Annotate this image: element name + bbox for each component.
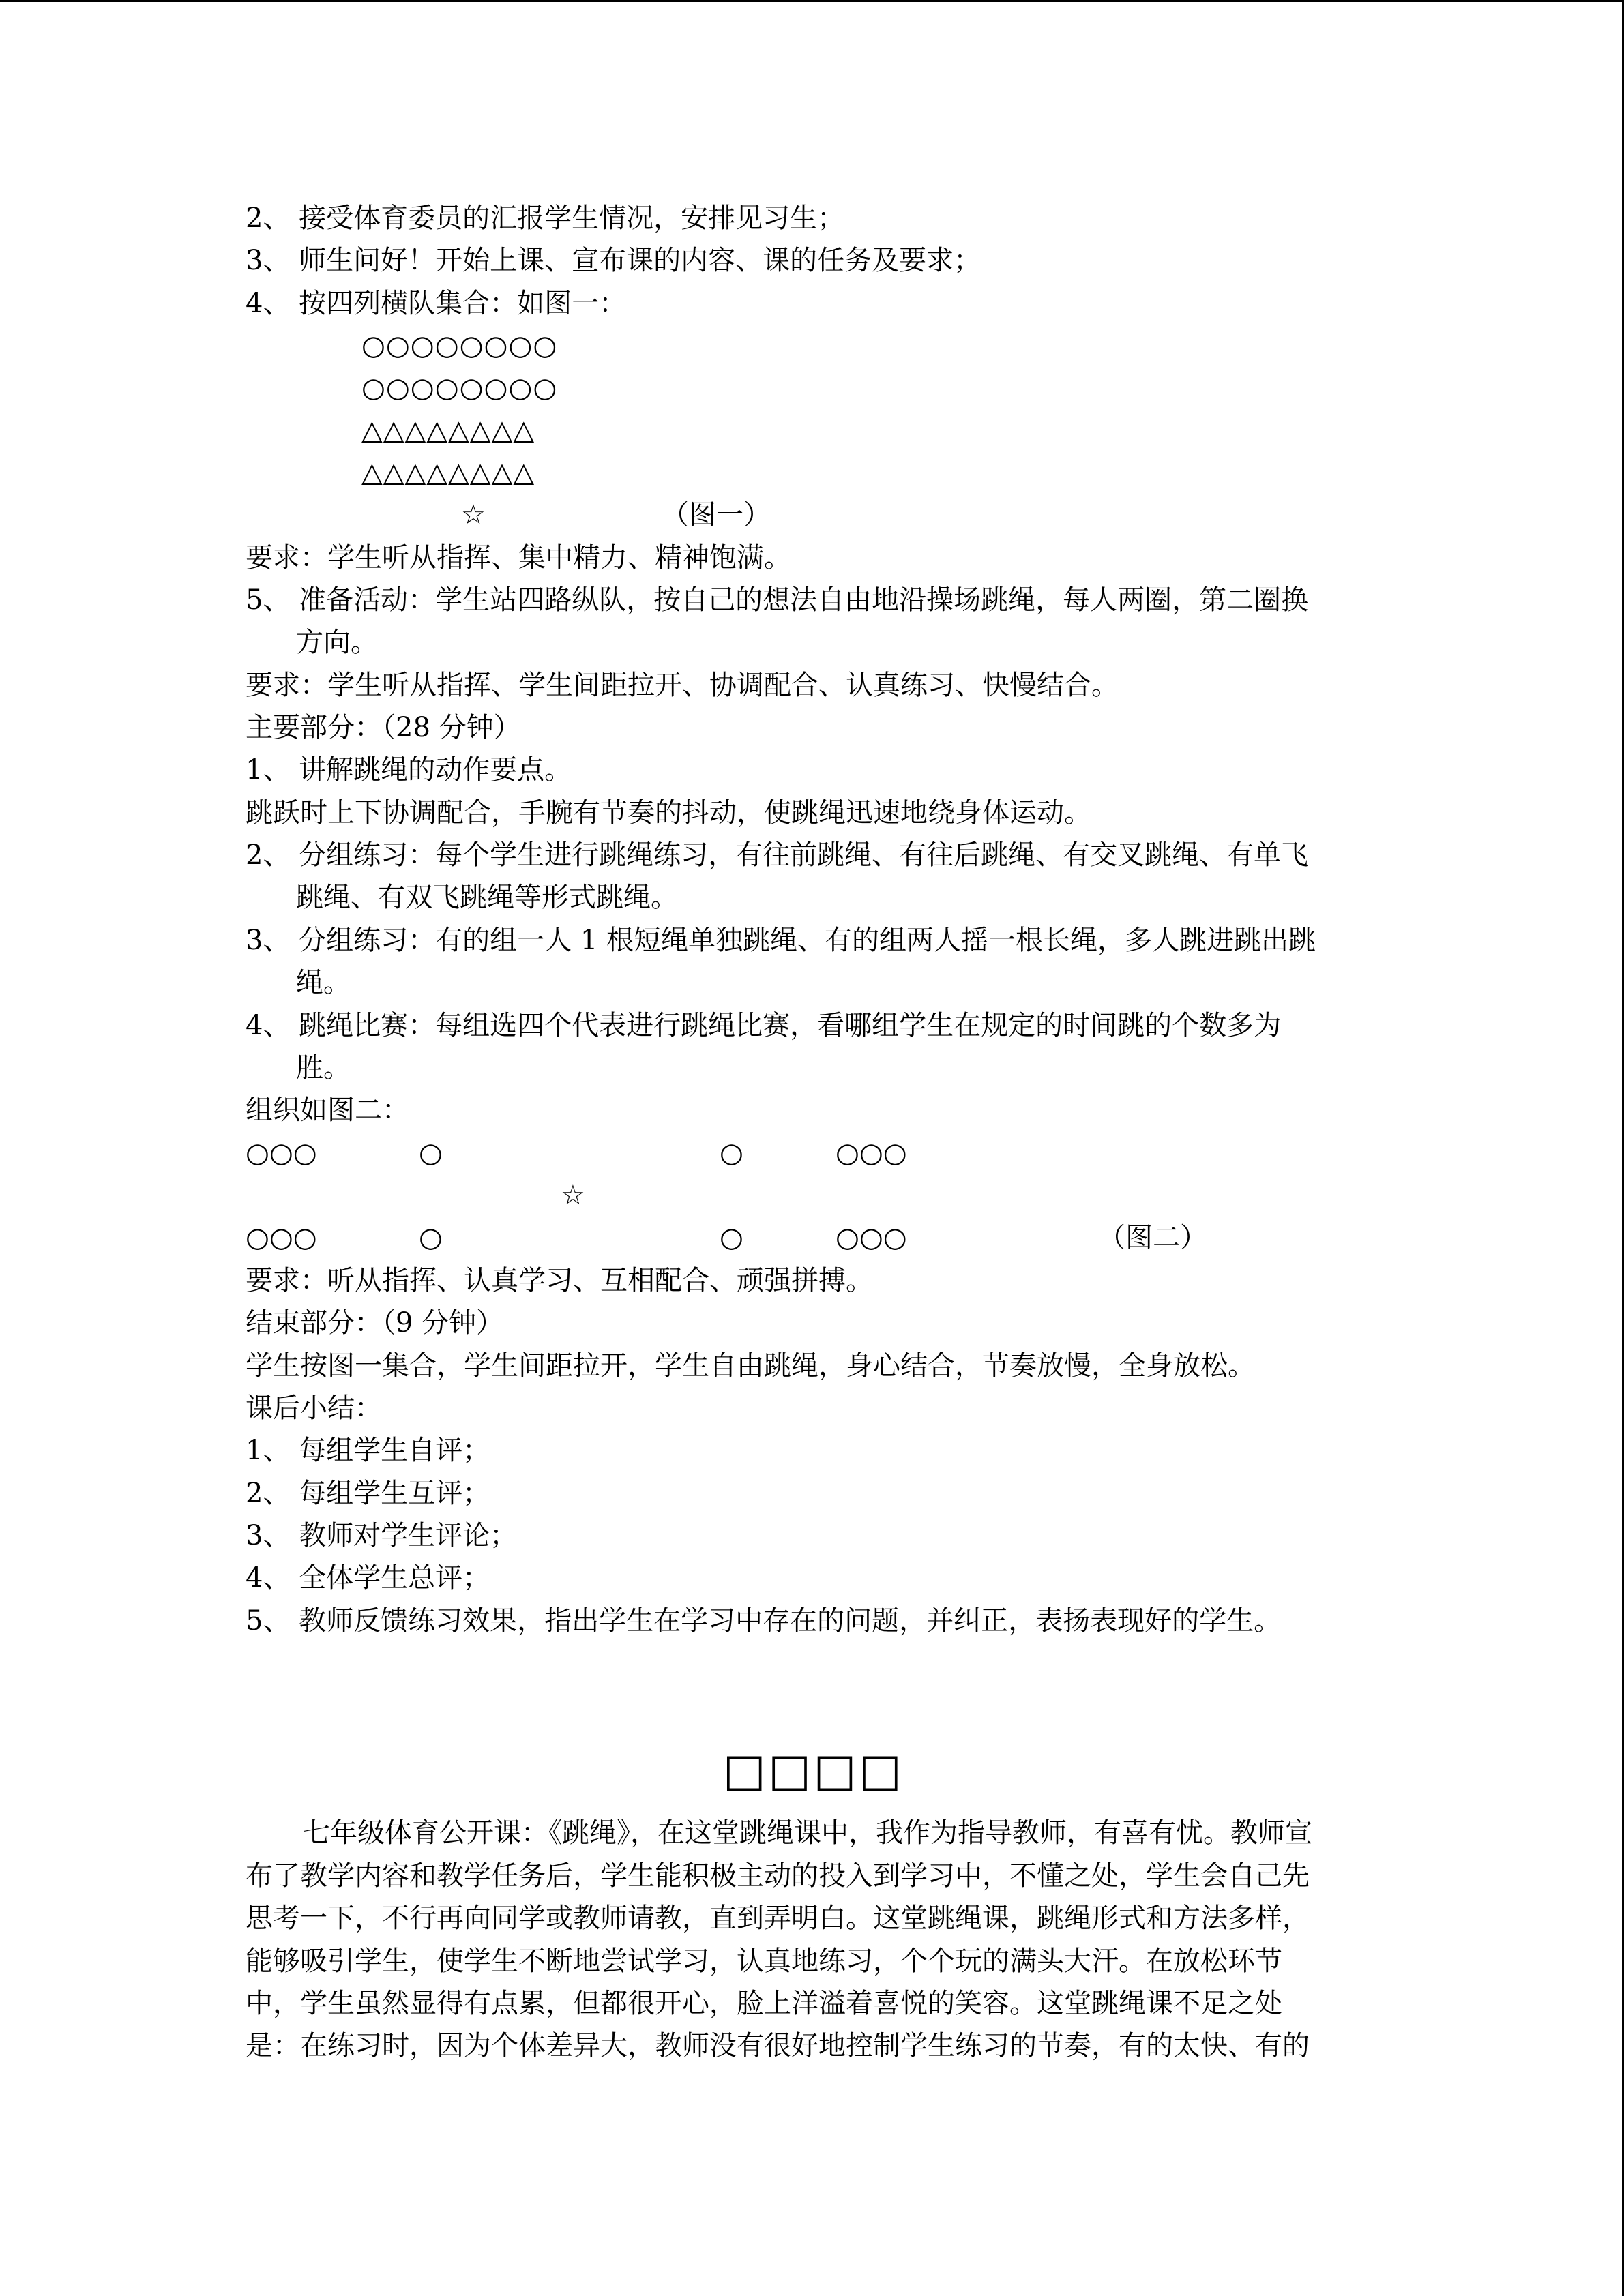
text-line: 胜。 (296, 1052, 351, 1084)
formation-group: ○○○ (246, 1222, 317, 1253)
formation-row: ○○○○○○○○ (361, 330, 558, 361)
text-line: 方向。 (296, 627, 378, 658)
formation-row: △△△△△△△△ (361, 415, 535, 446)
text-line: 要求：学生听从指挥、学生间距拉开、协调配合、认真练习、快慢结合。 (246, 670, 1119, 701)
paragraph-line: 布了教学内容和教学任务后，学生能积极主动的投入到学习中，不懂之处，学生会自己先 (246, 1860, 1310, 1892)
paragraph-line: 中，学生虽然显得有点累，但都很开心，脸上洋溢着喜悦的笑容。这堂跳绳课不足之处 (246, 1988, 1282, 2019)
text-line: 4、 按四列横队集合：如图一： (246, 288, 627, 319)
text-line: 跳跃时上下协调配合，手腕有节奏的抖动，使跳绳迅速地绕身体运动。 (246, 797, 1091, 829)
text-line: 要求：听从指挥、认真学习、互相配合、顽强拼搏。 (246, 1265, 873, 1296)
formation-group: ○○○ (836, 1137, 907, 1169)
text-line: 组织如图二： (246, 1094, 409, 1126)
formation-group: ○ (720, 1137, 743, 1169)
formation-group: ○ (419, 1222, 443, 1253)
page-top-border (0, 0, 1624, 2)
text-line: 3、 分组练习：有的组一人 1 根短绳单独跳绳、有的组两人摇一根长绳，多人跳进跳出跳 (246, 925, 1316, 956)
text-line: 2、 接受体育委员的汇报学生情况，安排见习生； (246, 203, 845, 234)
paragraph-line: 思考一下，不行再向同学或教师请教，直到弄明白。这堂跳绳课，跳绳形式和方法多样， (246, 1903, 1310, 1934)
text-line: 5、 教师反馈练习效果，指出学生在学习中存在的问题，并纠正，表扬表现好的学生。 (246, 1605, 1282, 1637)
text-line: 2、 分组练习：每个学生进行跳绳练习，有往前跳绳、有往后跳绳、有交叉跳绳、有单飞 (246, 839, 1309, 871)
figure-caption: （图一） (662, 499, 771, 531)
star-teacher-marker: ☆ (461, 499, 486, 531)
text-line: 学生按图一集合，学生间距拉开，学生自由跳绳，身心结合，节奏放慢，全身放松。 (246, 1350, 1255, 1382)
text-line: 1、 讲解跳绳的动作要点。 (246, 754, 572, 786)
section-title: □□□□ (723, 1743, 904, 1796)
formation-row: △△△△△△△△ (361, 457, 535, 488)
formation-row: ○○○○○○○○ (361, 372, 558, 404)
text-line: 4、 跳绳比赛：每组选四个代表进行跳绳比赛，看哪组学生在规定的时间跳的个数多为 (246, 1010, 1282, 1041)
formation-group: ○○○ (246, 1137, 317, 1169)
text-line: 4、 全体学生总评； (246, 1562, 490, 1594)
text-line: 跳绳、有双飞跳绳等形式跳绳。 (296, 882, 678, 913)
formation-group: ○ (419, 1137, 443, 1169)
section-heading: 结束部分：（9 分钟） (246, 1307, 504, 1339)
text-line: 3、 师生问好！开始上课、宣布课的内容、课的任务及要求； (246, 245, 981, 276)
section-heading: 主要部分：（28 分钟） (246, 712, 521, 743)
paragraph-line: 是：在练习时，因为个体差异大，教师没有很好地控制学生练习的节奏，有的太快、有的 (246, 2030, 1310, 2061)
formation-group: ○ (720, 1222, 743, 1253)
paragraph-line: 能够吸引学生，使学生不断地尝试学习，认真地练习，个个玩的满头大汗。在放松环节 (246, 1945, 1282, 1977)
formation-group: ○○○ (836, 1222, 907, 1253)
text-line: 要求：学生听从指挥、集中精力、精神饱满。 (246, 542, 791, 573)
text-line: 2、 每组学生互评； (246, 1478, 490, 1509)
text-line: 绳。 (296, 967, 351, 998)
text-line: 3、 教师对学生评论； (246, 1520, 518, 1551)
section-heading: 课后小结： (246, 1392, 382, 1424)
paragraph-line: 七年级体育公开课：《跳绳》，在这堂跳绳课中，我作为指导教师，有喜有忧。教师宣 (303, 1817, 1312, 1849)
text-line: 1、 每组学生自评； (246, 1435, 490, 1466)
figure-caption: （图二） (1098, 1222, 1207, 1253)
star-teacher-marker: ☆ (561, 1180, 585, 1211)
text-line: 5、 准备活动：学生站四路纵队，按自己的想法自由地沿操场跳绳，每人两圈，第二圈换 (246, 584, 1309, 616)
